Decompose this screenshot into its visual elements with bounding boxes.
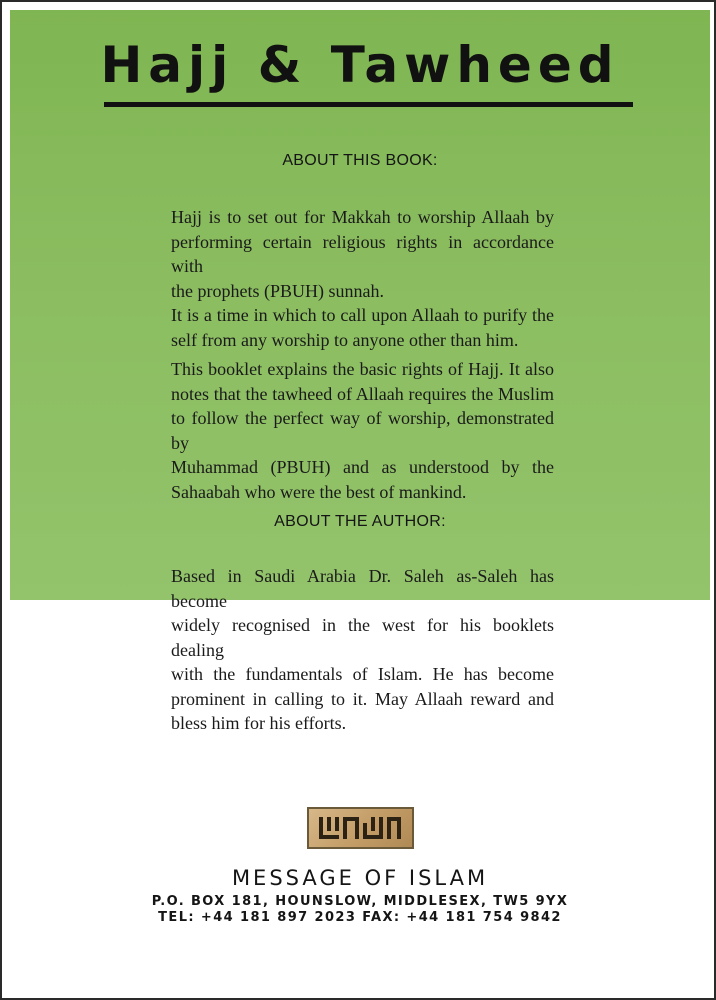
publisher-name: MESSAGE OF ISLAM xyxy=(231,866,489,890)
title-underline xyxy=(104,102,633,107)
text-line: Hajj is to set out for Makkah to worship Allaah by xyxy=(171,207,554,227)
kufic-calligraphy-logo-icon xyxy=(317,814,404,842)
book-title: Hajj & Tawheed xyxy=(100,36,620,94)
text-line: Muhammad (PBUH) and as understood by the xyxy=(171,457,554,477)
about-author-paragraph xyxy=(171,564,554,736)
text-line: This booklet explains the basic rights of Hajj. It also xyxy=(171,359,554,379)
publisher-address: P.O. BOX 181, HOUNSLOW, MIDDLESEX, TW5 9YX xyxy=(151,894,569,909)
text-line: bless him for his efforts. xyxy=(171,713,347,733)
text-line: notes that the tawheed of Allaah requires the Muslim xyxy=(171,383,554,404)
text-line: It is a time in which to call upon Allaah to purify the xyxy=(171,305,554,325)
text-line: performing certain religious rights in accordance with xyxy=(171,231,554,276)
text-line: with the fundamentals of Islam. He has become xyxy=(171,664,554,684)
text-line: Based in Saudi Arabia Dr. Saleh as-Saleh has become xyxy=(171,566,554,611)
text-line: prominent in calling to it. May Allaah reward and xyxy=(171,688,554,709)
text-line: the prophets (PBUH) sunnah. xyxy=(171,280,384,301)
about-book-paragraph-1 xyxy=(171,205,554,352)
about-author-heading: ABOUT THE AUTHOR: xyxy=(274,513,446,530)
about-book-paragraph-2 xyxy=(171,357,554,504)
text-line: Sahaabah who were the best of mankind. xyxy=(171,481,467,502)
about-book-heading: ABOUT THIS BOOK: xyxy=(282,152,438,169)
publisher-contact: TEL: +44 181 897 2023 FAX: +44 181 754 9842 xyxy=(158,910,562,925)
publisher-logo xyxy=(307,807,414,849)
text-line: to follow the perfect way of worship, demonstrated by xyxy=(171,408,554,453)
text-line: self from any worship to anyone other than him. xyxy=(171,329,519,350)
text-line: widely recognised in the west for his booklets dealing xyxy=(171,615,554,660)
